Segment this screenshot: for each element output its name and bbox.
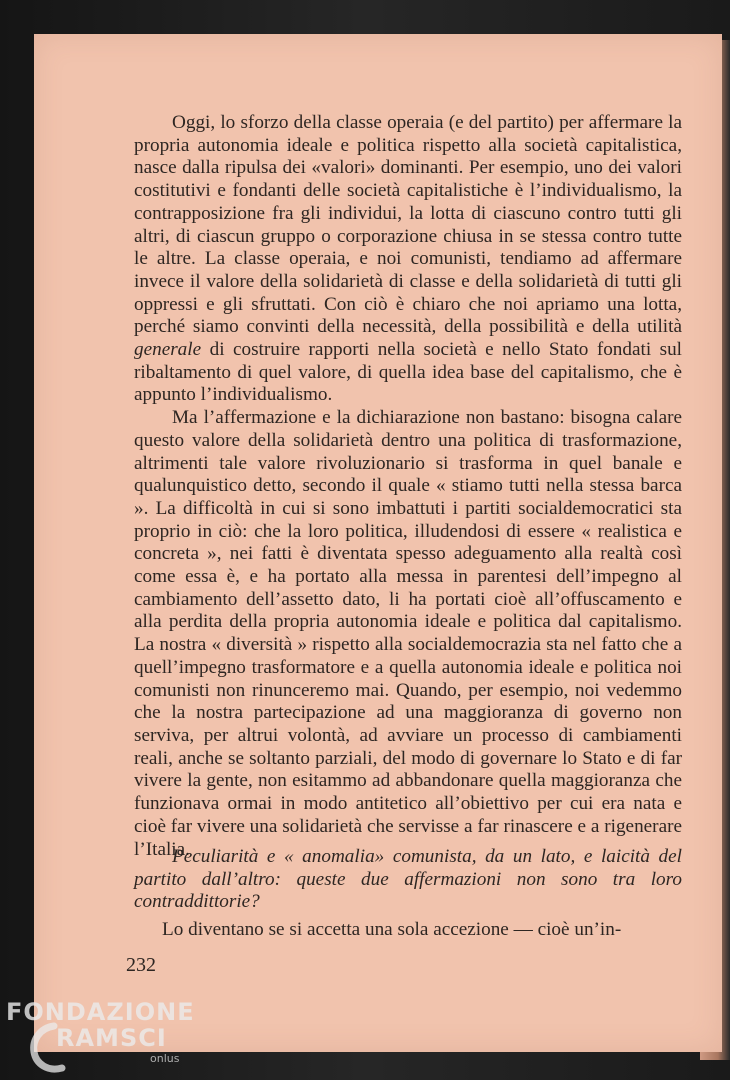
body-text — [134, 112, 682, 861]
watermark-line2: RAMSCI — [56, 1024, 167, 1052]
interview-question: Peculiarità e « anomalia» comunista, da un lato, e laicità del partito dall’altro: queste due affermazioni non sono tra loro contraddittorie? — [134, 846, 682, 913]
book-page — [34, 34, 722, 1052]
paragraph-1 — [134, 112, 682, 407]
fondazione-gramsci-watermark — [0, 996, 200, 1080]
paragraph-1-part-b: di costruire rapporti nella società e nello Stato fondati sul ribaltamento di quel valore, di quella idea base del capitalismo, che è appunto l’individualismo. — [134, 339, 683, 406]
watermark-line1: FONDAZIONE — [6, 998, 195, 1026]
emphasis-generale: generale — [134, 339, 202, 361]
page-number: 232 — [126, 954, 156, 976]
paragraph-2: Ma l’affermazione e la dichiarazione non bastano: bisogna calare questo valore della solidarietà dentro una politica di trasformazione, altrimenti tale valore rivoluzionario si trasforma in quel banale e qualunquistico detto, secondo il quale « stiamo tutti nella stessa barca ». La difficoltà in cui si sono imbattuti i partiti socialdemocratici sta proprio in ciò: che la loro politica, illudendosi di essere « realistica e concreta », nei fatti è diventata spesso adeguamento alla realtà così come essa è, e ha portato alla messa in parentesi dell’impegno al cambiamento dell’assetto dato, li ha portati cioè all’offuscamento e alla perdita della propria autonomia ideale e politica dal capitalismo. La nostra « diversità » rispetto alla socialdemocrazia sta nel fatto che a quell’impegno trasformatore e a quella autonomia ideale e politica noi comunisti non rinunceremo mai. Quando, per esempio, noi vedemmo che la nostra partecipazione ad una maggioranza di governo non serviva, per altrui volontà, ad avviare un processo di cambiamenti reali, anche se soltanto parziali, del modo di governare lo Stato e di far vivere la gente, non esitammo ad abbandonare quella maggioranza che funzionava ormai in modo antitetico all’obiettivo per cui era nata e cioè far vivere una solidarietà che servisse a far rinascere e a rigenerare l’Italia. — [134, 407, 682, 860]
answer-first-line: Lo diventano se si accetta una sola accezione — cioè un’in- — [162, 919, 622, 940]
paragraph-1-part-a: Oggi, lo sforzo della classe operaia (e del partito) per affermare la propria autonomia ideale e politica rispetto alla società capitalistica, nasce dalla ripulsa dei «valori» dominanti. Per esempio, uno dei valori costitutivi e fondanti delle società capitalistiche è l’individualismo, la contrapposizione fra gli individui, la lotta di ciascuno contro tutti gli altri, di ciascun gruppo o corporazione chiusa in se stessa contro tutte le altre. La classe operaia, e noi comunisti, tendiamo ad affermare invece il valore della solidarietà di classe e della solidarietà di tutti gli oppressi e gli sfruttati. Con ciò è chiaro che noi apriamo una lotta, perché siamo convinti della necessità, della possibilità e della utilità — [134, 112, 682, 338]
watermark-sub: onlus — [150, 1052, 180, 1065]
